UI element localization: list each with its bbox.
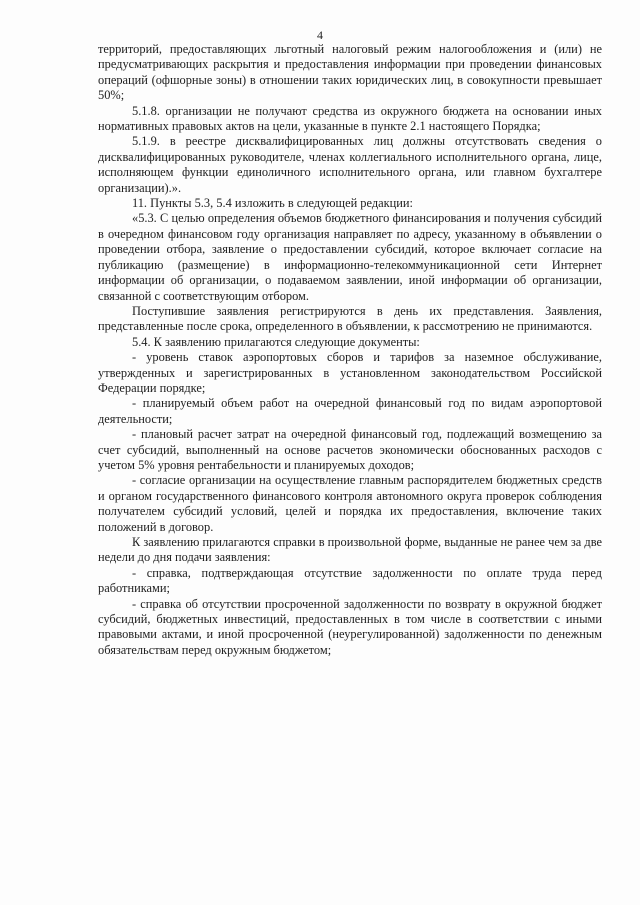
- list-item-cost-calculation: - плановый расчет затрат на очередной финансовый год, подлежащий возмещению за счет субсидий, выполненный на основе расчетов экономически обоснованных расходов с учетом 5% уровня рентабельности и планируемых доходов;: [98, 427, 602, 472]
- list-item-wage-certificate: - справка, подтверждающая отсутствие задолженности по оплате труда перед работниками;: [98, 565, 602, 596]
- paragraph-item-11: 11. Пункты 5.3, 5.4 изложить в следующей редакции:: [132, 196, 413, 211]
- list-item-tariffs: - уровень ставок аэропортовых сборов и тарифов за наземное обслуживание, утвержденных и зарегистрированных в установленном законодательством Российской Федерации порядке;: [98, 350, 602, 395]
- list-item-consent: - согласие организации на осуществление главным распорядителем бюджетных средств и органом государственного финансового контроля автономного округа проверок соблюдения получателем субсидий условий, целей и порядка их предоставления, включение таких положений в договор.: [98, 473, 602, 534]
- paragraph-item-5-4: 5.4. К заявлению прилагаются следующие документы:: [132, 334, 420, 349]
- paragraph-item-5-1-9: 5.1.9. в реестре дисквалифицированных лиц должны отсутствовать сведения о дисквалифицированных руководителе, членах коллегиального исполнительного органа, лице, исполняющем функции единоличного исполнительного органа, или главном бухгалтере организации).».: [98, 134, 602, 195]
- paragraph-certificates: К заявлению прилагаются справки в произвольной форме, выданные не ранее чем за две недели до дня подачи заявления:: [98, 535, 602, 565]
- paragraph-registration: Поступившие заявления регистрируются в день их представления. Заявления, представленные после срока, определенного в объявлении, к рассмотрению не принимаются.: [98, 303, 602, 334]
- paragraph-item-5-3: «5.3. С целью определения объемов бюджетного финансирования и получения субсидий в очередном финансовом году организация направляет по адресу, указанному в объявлении о проведении отбора, заявление о предоставлении субсидий, которое включает согласие на публикацию (размещение) в информационно-телекоммуникационной сети Интернет информации об организации, о подаваемом заявлении, иной информации об организации, связанной с соответствующим отбором.: [98, 211, 602, 303]
- paragraph-continuation: территорий, предоставляющих льготный налоговый режим налогообложения и (или) не предусматривающих раскрытия и предоставления информации при проведении финансовых операций (офшорные зоны) в отношении таких юридических лиц, в совокупности превышает 50%;: [98, 42, 602, 103]
- list-item-work-volume: - планируемый объем работ на очередной финансовый год по видам аэропортовой деятельности;: [98, 396, 602, 426]
- page-number: 4: [317, 28, 323, 42]
- paragraph-item-5-1-8: 5.1.8. организации не получают средства из окружного бюджета на основании иных нормативных правовых актов на цели, указанные в пункте 2.1 настоящего Порядка;: [98, 103, 602, 134]
- list-item-debt-certificate: - справка об отсутствии просроченной задолженности по возврату в окружной бюджет субсидий, бюджетных инвестиций, предоставленных в том числе в соответствии с иными правовыми актами, и иной просроченной (неурегулированной) задолженности по денежным обязательствам перед окружным бюджетом;: [98, 596, 602, 657]
- document-body: [98, 42, 602, 658]
